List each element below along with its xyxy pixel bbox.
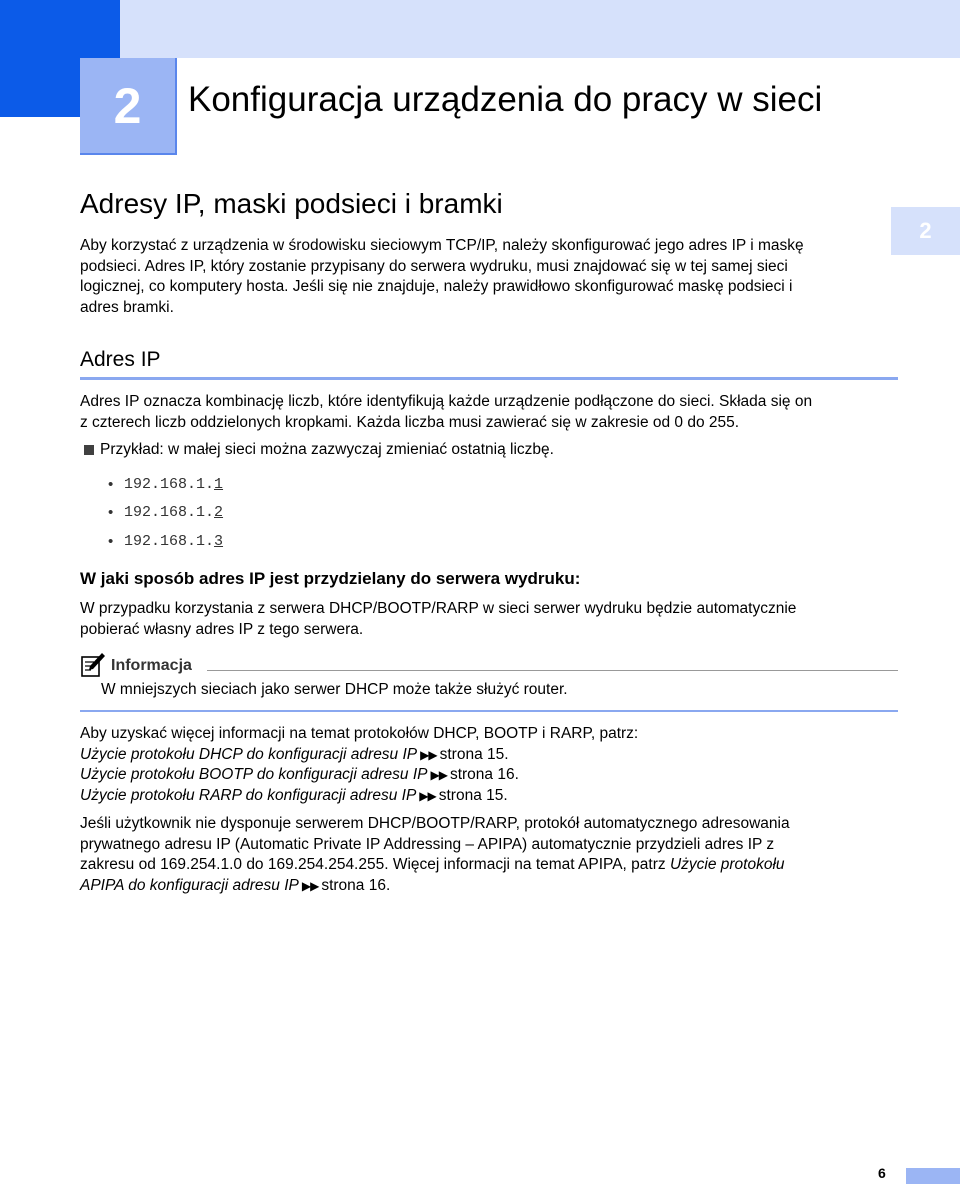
ip-last-octet: 1 [214,475,224,493]
example-item [84,441,554,459]
references-intro: Aby uzyskać więcej informacji na temat protokołów DHCP, BOOTP i RARP, patrz: [80,725,639,742]
side-tab-number: 2 [919,218,932,243]
assignment-line: W przypadku korzystania z serwera DHCP/BOOTP/RARP w sieci serwer wydruku będzie automatycznie [80,600,797,617]
reference-item [80,765,790,786]
page-number-tab [906,1168,960,1184]
ip-last-octet: 2 [214,504,224,522]
ip-desc-line: z czterech liczb oddzielonych kropkami. Każda liczba musi zawierać się w zakresie od 0 do 255. [80,413,740,431]
ip-example [108,499,223,528]
reference-link-rarp[interactable]: Użycie protokołu RARP do konfiguracji adresu IP [80,786,417,804]
ip-description [80,392,900,433]
section-title: Adresy IP, maski podsieci i bramki [80,188,503,219]
intro-line: adres bramki. [80,298,174,316]
double-arrow-icon: ▶▶ [430,768,447,782]
apipa-page: strona 16. [321,876,391,894]
intro-line: Aby korzystać z urządzenia w środowisku sieciowym TCP/IP, należy skonfigurować jego adres IP i maskę [80,237,804,254]
ip-example [108,527,223,556]
note-pencil-icon [80,652,106,678]
reference-page: strona 16. [449,766,519,783]
note-rule-top [207,670,898,671]
apipa-line [80,876,790,897]
ip-last-octet: 3 [214,532,224,550]
assignment-line: pobierać własny adres IP z tego serwera. [80,620,364,638]
ip-example-list [108,470,223,556]
reference-item [80,745,790,766]
reference-link-dhcp[interactable]: Użycie protokołu DHCP do konfiguracji adresu IP [80,745,418,763]
chapter-number-box [80,58,177,155]
reference-link-bootp[interactable]: Użycie protokołu BOOTP do konfiguracji adresu IP [80,766,428,783]
note-text: W mniejszych sieciach jako serwer DHCP może także służyć router. [101,681,568,698]
intro-paragraph [80,236,900,318]
chapter-title: Konfiguracja urządzenia do pracy w sieci [188,80,823,119]
page-number: 6 [878,1165,886,1181]
ip-prefix: 192.168.1. [124,504,215,522]
chapter-number: 2 [113,77,142,134]
reference-page: strona 15. [438,786,508,804]
references-block [80,724,790,896]
square-bullet-icon [84,445,94,455]
ip-prefix: 192.168.1. [124,532,215,550]
ip-example [108,470,223,499]
intro-line: podsieci. Adres IP, który zostanie przypisany do serwera wydruku, musi znajdować się w tej samej sieci [80,257,788,275]
assignment-heading: W jaki sposób adres IP jest przydzielany do serwera wydruku: [80,569,581,588]
apipa-link-start[interactable]: Użycie protokołu [669,856,785,873]
bullet-icon: • [108,504,114,522]
apipa-line [80,855,790,876]
side-chapter-tab [891,207,960,255]
intro-line: logicznej, co komputery hosta. Jeśli się nie znajduje, należy prawidłowo skonfigurować maskę podsieci i [80,278,793,295]
subsection-title: Adres IP [80,348,161,371]
ip-desc-line: Adres IP oznacza kombinację liczb, które identyfikują każde urządzenie podłączone do sieci. Składa się on [80,393,813,410]
apipa-link-end[interactable]: APIPA do konfiguracji adresu IP [80,876,299,894]
ip-prefix: 192.168.1. [124,475,215,493]
double-arrow-icon: ▶▶ [420,747,437,762]
bullet-icon: • [108,475,114,493]
reference-page: strona 15. [439,745,509,763]
double-arrow-icon: ▶▶ [301,878,319,893]
header-band-light [120,0,960,58]
note-rule-bottom [80,710,898,712]
subsection-rule [80,377,898,380]
example-text: Przykład: w małej sieci można zazwyczaj zmieniać ostatnią liczbę. [100,441,554,458]
assignment-paragraph [80,599,900,640]
apipa-line: Jeśli użytkownik nie dysponuje serwerem DHCP/BOOTP/RARP, protokół automatycznego adresowania [80,815,790,832]
apipa-text: zakresu od 169.254.1.0 do 169.254.254.255. Więcej informacji na temat APIPA, patrz [80,856,670,873]
double-arrow-icon: ▶▶ [419,788,436,803]
apipa-line: prywatnego adresu IP (Automatic Private IP Addressing – APIPA) automatycznie przydzieli adres IP z [80,835,775,853]
note-title: Informacja [111,657,192,674]
bullet-icon: • [108,532,114,550]
reference-item [80,786,790,807]
